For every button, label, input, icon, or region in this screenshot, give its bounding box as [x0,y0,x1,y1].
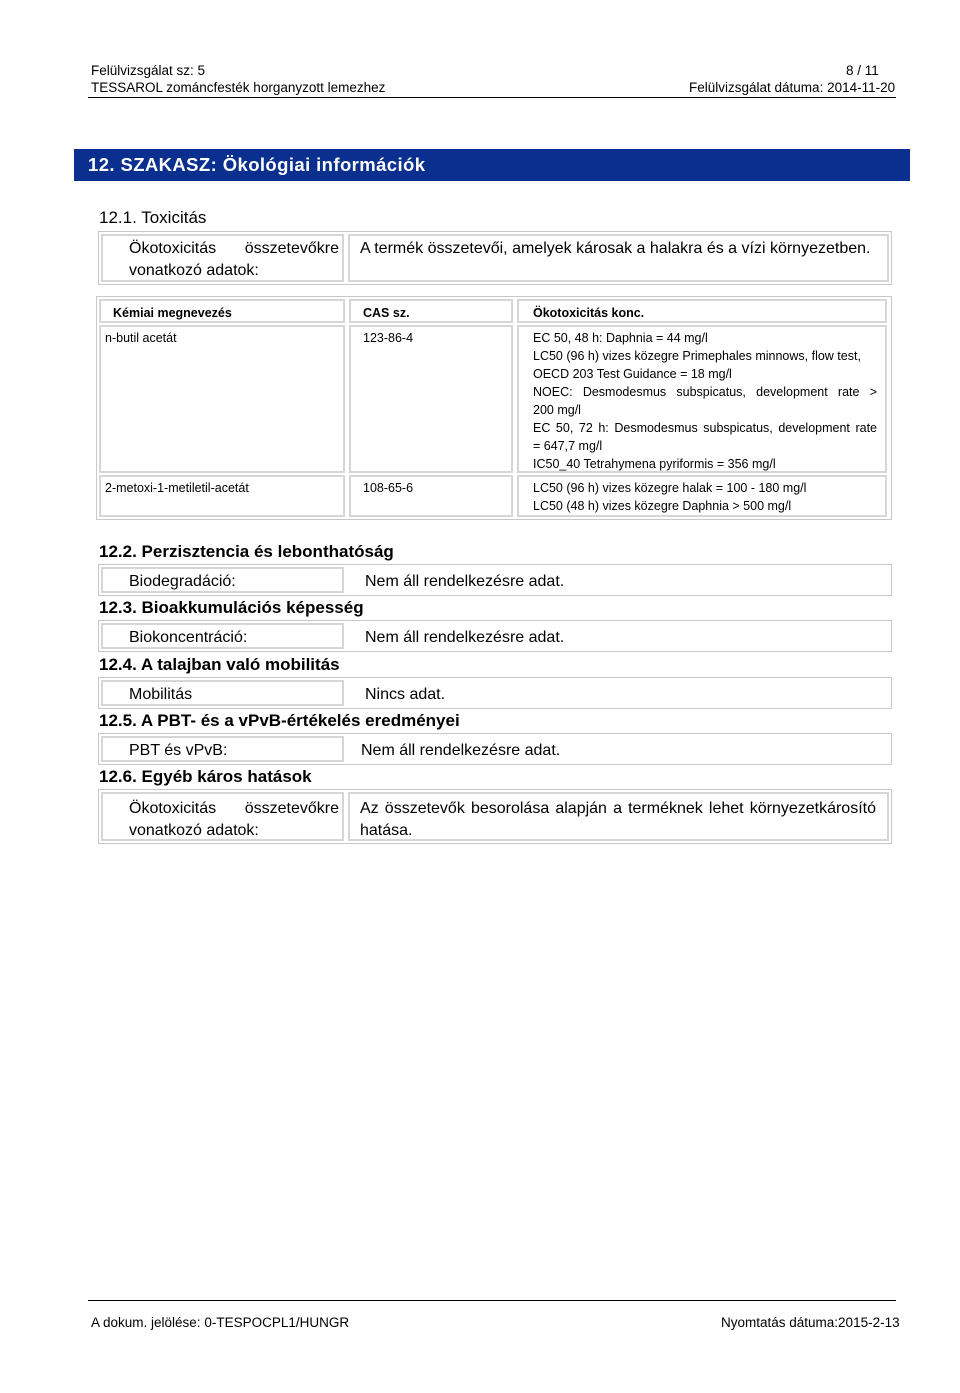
bioaccumulation-label-cell [101,623,344,649]
ecotox-line: EC 50, 72 h: Desmodesmus subspicatus, development rate [533,421,877,435]
pbt-value: Nem áll rendelkezésre adat. [361,742,561,759]
other-effects-heading: 12.6. Egyéb káros hatások [99,767,312,786]
revision-number: Felülvizsgálat sz: 5 [91,63,206,78]
product-name: TESSAROL zománcfesték horganyzott lemezhez [91,80,386,95]
toxicity-box [98,231,892,285]
ecotox-line: = 647,7 mg/l [533,439,603,453]
toxicity-value-cell [348,234,889,282]
table-row-1-ecotox-lines [533,329,877,473]
pbt-heading: 12.5. A PBT- és a vPvB-értékelés eredményei [99,711,460,730]
other-effects-value-line2: hatása. [360,822,413,839]
table-row-2-cas: 108-65-6 [363,481,414,495]
ecotox-line: LC50 (48 h) vizes közegre Daphnia > 500 mg/l [533,499,792,513]
table-header-name-cell [99,299,345,323]
table-row-2-cas-cell [349,475,513,517]
section-title: 12. SZAKASZ: Ökológiai információk [88,154,426,175]
ecotox-line: IC50_40 Tetrahymena pyriformis = 356 mg/l [533,457,776,471]
bioaccumulation-heading: 12.3. Bioakkumulációs képesség [99,598,364,617]
persistence-label: Biodegradáció: [129,573,236,590]
table-row-1-cas-cell [349,325,513,473]
header-divider [88,97,896,98]
table-header-cas-cell [349,299,513,323]
table-row-2-ecotox-cell [517,475,887,517]
ecotox-line: OECD 203 Test Guidance = 18 mg/l [533,367,732,381]
toxicity-value: A termék összetevői, amelyek károsak a halakra és a vízi környezetben. [360,240,871,257]
mobility-heading: 12.4. A talajban való mobilitás [99,655,340,674]
other-effects-box [98,789,892,844]
table-header-name: Kémiai megnevezés [113,306,232,320]
mobility-box [98,677,892,709]
persistence-label-cell [101,567,344,593]
other-effects-label-line1: Ökotoxicitás összetevőkre [129,800,339,817]
ecotox-line: LC50 (96 h) vizes közegre Primephales minnows, flow test, [533,349,861,363]
table-header-ecotox-cell [517,299,887,323]
other-effects-label-cell [101,792,344,841]
footer-divider [88,1300,896,1301]
persistence-box [98,564,892,596]
bioaccumulation-box [98,620,892,652]
pbt-label: PBT és vPvB: [129,742,228,759]
ecotox-line: NOEC: Desmodesmus subspicatus, development rate > [533,385,877,399]
table-header-ecotox: Ökotoxicitás konc. [533,306,645,320]
table-row-1-name: n-butil acetát [105,331,177,345]
table-row-1-cas: 123-86-4 [363,331,414,345]
mobility-value: Nincs adat. [365,686,446,703]
document-id: A dokum. jelölése: 0-TESPOCPL1/HUNGR [91,1315,350,1330]
table-row-2-ecotox-lines [533,479,806,515]
section-banner [74,149,910,181]
table-row-1-name-cell [99,325,345,473]
ecotox-line: 200 mg/l [533,403,581,417]
toxicity-label-cell [101,234,344,282]
other-effects-label-line2: vonatkozó adatok: [129,822,259,839]
toxicity-heading: 12.1. Toxicitás [99,208,207,227]
pbt-label-cell [101,736,344,762]
table-row-2-name: 2-metoxi-1-metiletil-acetát [105,481,249,495]
mobility-label-cell [101,680,344,706]
toxicity-label-line1: Ökotoxicitás összetevőkre [129,240,339,257]
page-number: 8 / 11 [846,63,879,78]
bioaccumulation-label: Biokoncentráció: [129,629,248,646]
table-row-2-name-cell [99,475,345,517]
table-row-1-ecotox-cell [517,325,887,473]
revision-date: Felülvizsgálat dátuma: 2014-11-20 [689,80,896,95]
ecotox-line: EC 50, 48 h: Daphnia = 44 mg/l [533,331,708,345]
persistence-heading: 12.2. Perzisztencia és lebonthatóság [99,542,394,561]
ecotox-line: LC50 (96 h) vizes közegre halak = 100 - 180 mg/l [533,481,807,495]
bioaccumulation-value: Nem áll rendelkezésre adat. [365,629,565,646]
persistence-value: Nem áll rendelkezésre adat. [365,573,565,590]
other-effects-value-cell [348,792,889,841]
pbt-box [98,733,892,765]
table-header-cas: CAS sz. [363,306,410,320]
mobility-label: Mobilitás [129,686,193,703]
toxicity-label-line2: vonatkozó adatok: [129,262,259,279]
print-date: Nyomtatás dátuma:2015-2-13 [721,1315,900,1330]
ecotoxicity-table [96,296,892,520]
other-effects-value-line1: Az összetevők besorolása alapján a terméknek lehet környezetkárosító [360,800,876,817]
